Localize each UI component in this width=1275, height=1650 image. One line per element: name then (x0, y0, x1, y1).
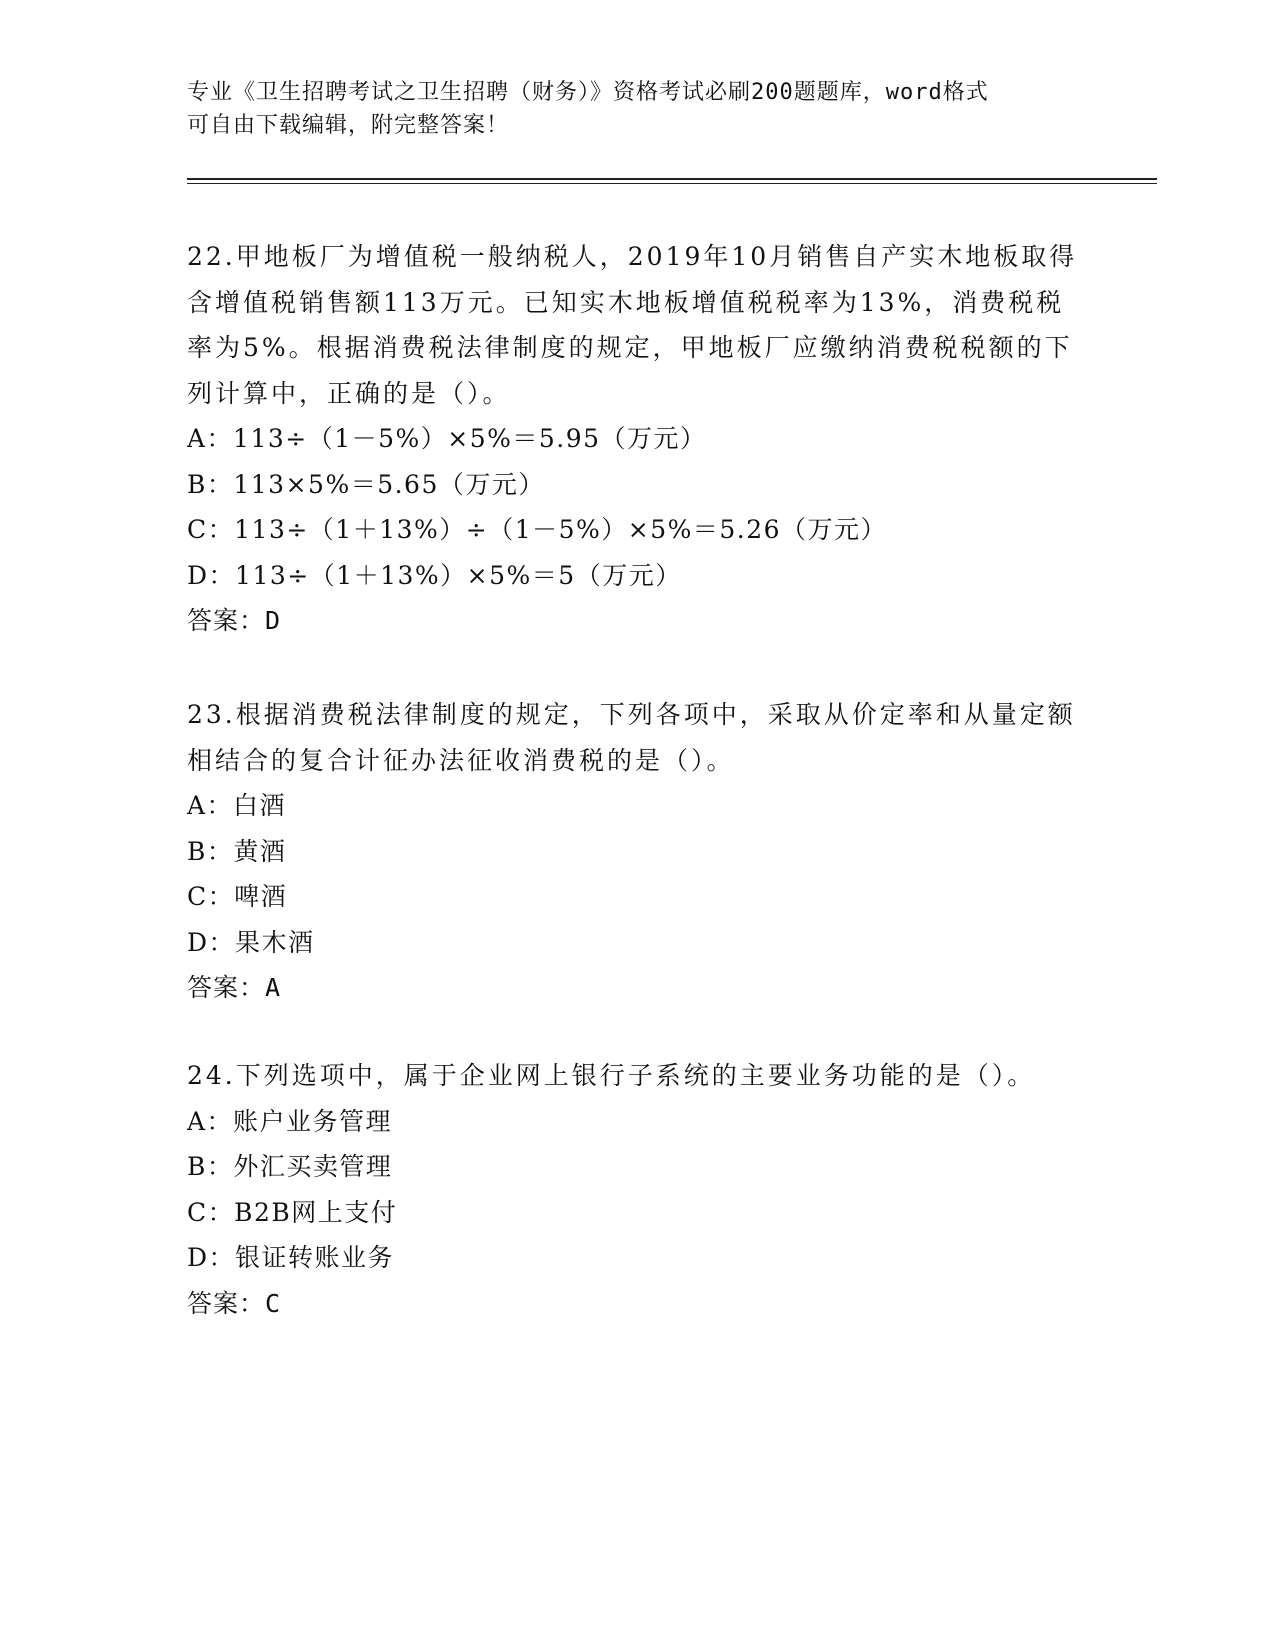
option-a: A：账户业务管理 (187, 1106, 393, 1136)
question-stem: 22.甲地板厂为增值税一般纳税人，2019年10月销售自产实木地板取得含增值税销售额113万元。已知实木地板增值税税率为13%，消费税税率为5%。根据消费税法律制度的规定，甲地板厂应缴纳消费税税额的下列计算中，正确的是（）。 (187, 242, 1078, 408)
document-header (187, 76, 1087, 142)
question-stem: 24.下列选项中，属于企业网上银行子系统的主要业务功能的是（）。 (187, 1061, 1036, 1090)
option-b: B：113×5%＝5.65（万元） (187, 469, 545, 499)
question-24 (187, 1053, 1087, 1327)
option-b: B：外汇买卖管理 (187, 1152, 393, 1181)
header-divider (187, 178, 1157, 184)
option-d: D：果木酒 (187, 927, 315, 957)
header-line-2: 可自由下载编辑，附完整答案！ (187, 113, 510, 138)
option-c: C：啤酒 (187, 882, 288, 911)
option-a: A：白酒 (187, 791, 287, 820)
option-c: C：113÷（1＋13%）÷（1－5%）×5%＝5.26（万元） (187, 515, 888, 544)
question-22 (187, 234, 1087, 644)
option-d: D：银证转账业务 (187, 1243, 395, 1272)
option-a: A：113÷（1－5%）×5%＝5.95（万元） (187, 424, 707, 453)
answer: 答案：D (187, 606, 282, 635)
option-b: B：黄酒 (187, 836, 287, 866)
question-23 (187, 692, 1087, 1011)
header-line-1: 专业《卫生招聘考试之卫生招聘（财务）》资格考试必刷200题题库，word格式 (187, 80, 989, 105)
option-c: C：B2B网上支付 (187, 1197, 398, 1227)
answer: 答案：C (187, 1288, 282, 1318)
answer: 答案：A (187, 973, 282, 1002)
option-d: D：113÷（1＋13%）×5%＝5（万元） (187, 560, 682, 590)
question-stem: 23.根据消费税法律制度的规定，下列各项中，采取从价定率和从量定额相结合的复合计征办法征收消费税的是（）。 (187, 700, 1076, 775)
